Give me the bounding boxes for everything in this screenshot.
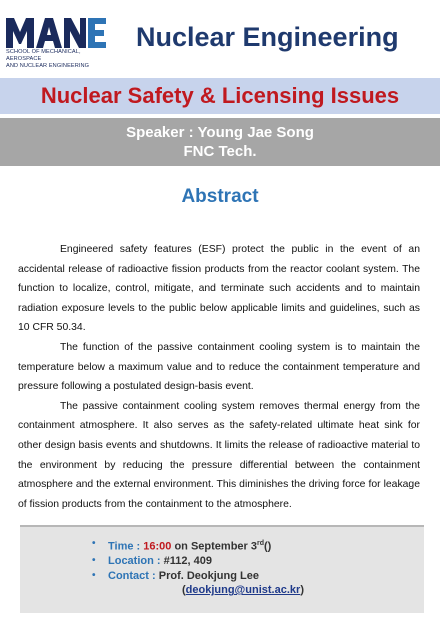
abstract-body xyxy=(18,240,420,514)
location-item xyxy=(92,554,304,569)
contact-value: Prof. Deokjung Lee xyxy=(158,569,259,582)
email-item xyxy=(92,583,304,598)
header xyxy=(0,0,440,76)
email-link[interactable]: deokjung@unist.ac.kr xyxy=(185,584,301,597)
time-item xyxy=(92,537,304,554)
email-close-paren: ) xyxy=(300,584,304,597)
bullet-icon: • xyxy=(92,538,96,549)
time-label: Time : xyxy=(108,540,144,553)
bullet-icon: • xyxy=(92,569,96,581)
location-label: Location : xyxy=(108,555,164,568)
bullet-icon: • xyxy=(92,555,96,567)
speaker-name: Speaker : Young Jae Song xyxy=(126,124,314,141)
abstract-heading: Abstract xyxy=(181,186,259,207)
mane-logo-mark xyxy=(6,16,106,48)
mane-logo xyxy=(6,16,110,74)
logo-subtitle-line1: SCHOOL OF MECHANICAL, AEROSPACE xyxy=(6,49,81,62)
date-suffix: () xyxy=(263,540,272,553)
seminar-title: Nuclear Safety & Licensing Issues xyxy=(40,83,400,108)
speaker-affiliation: FNC Tech. xyxy=(183,143,257,160)
date-superscript: rd xyxy=(256,540,264,547)
abstract-paragraph: Engineered safety features (ESF) protect the public in the event of an accidental release of radioactive fission products from the reactor coolant system. The function to localize, control, mitigate, and terminate such accidents and to maintain radiation exposure levels to the public below applicable limits and guidelines, such as 10 CFR 50.34. xyxy=(18,244,420,334)
event-info-box xyxy=(20,525,424,613)
date-prefix: on September 3 xyxy=(171,540,257,553)
contact-label: Contact : xyxy=(108,569,159,582)
title-band xyxy=(0,78,440,114)
location-value: #112, 409 xyxy=(163,555,212,568)
abstract-paragraph: The passive containment cooling system removes thermal energy from the containment atmosphere. It also serves as the safety-related ultimate heat sink for other design basis events and shutdowns. It limits the release of radioactive material to the environment by reducing the pressure differential between the containment atmosphere and the external environment. This diminishes the driving force for leakage of fission products from the containment to the atmosphere. xyxy=(18,400,420,510)
logo-subtitle-line2: AND NUCLEAR ENGINEERING xyxy=(6,63,90,69)
time-value: 16:00 xyxy=(143,540,172,553)
email-open-paren: ( xyxy=(182,584,186,597)
event-info-list xyxy=(92,537,304,598)
logo-subtitle xyxy=(6,49,110,70)
speaker-band xyxy=(0,118,440,166)
contact-item xyxy=(92,569,304,584)
department-title: Nuclear Engineering xyxy=(136,22,399,52)
abstract-paragraph: The function of the passive containment cooling system is to maintain the temperature below a maximum value and to reduce the containment temperature and pressure following a postulated design-basis event. xyxy=(18,341,420,393)
